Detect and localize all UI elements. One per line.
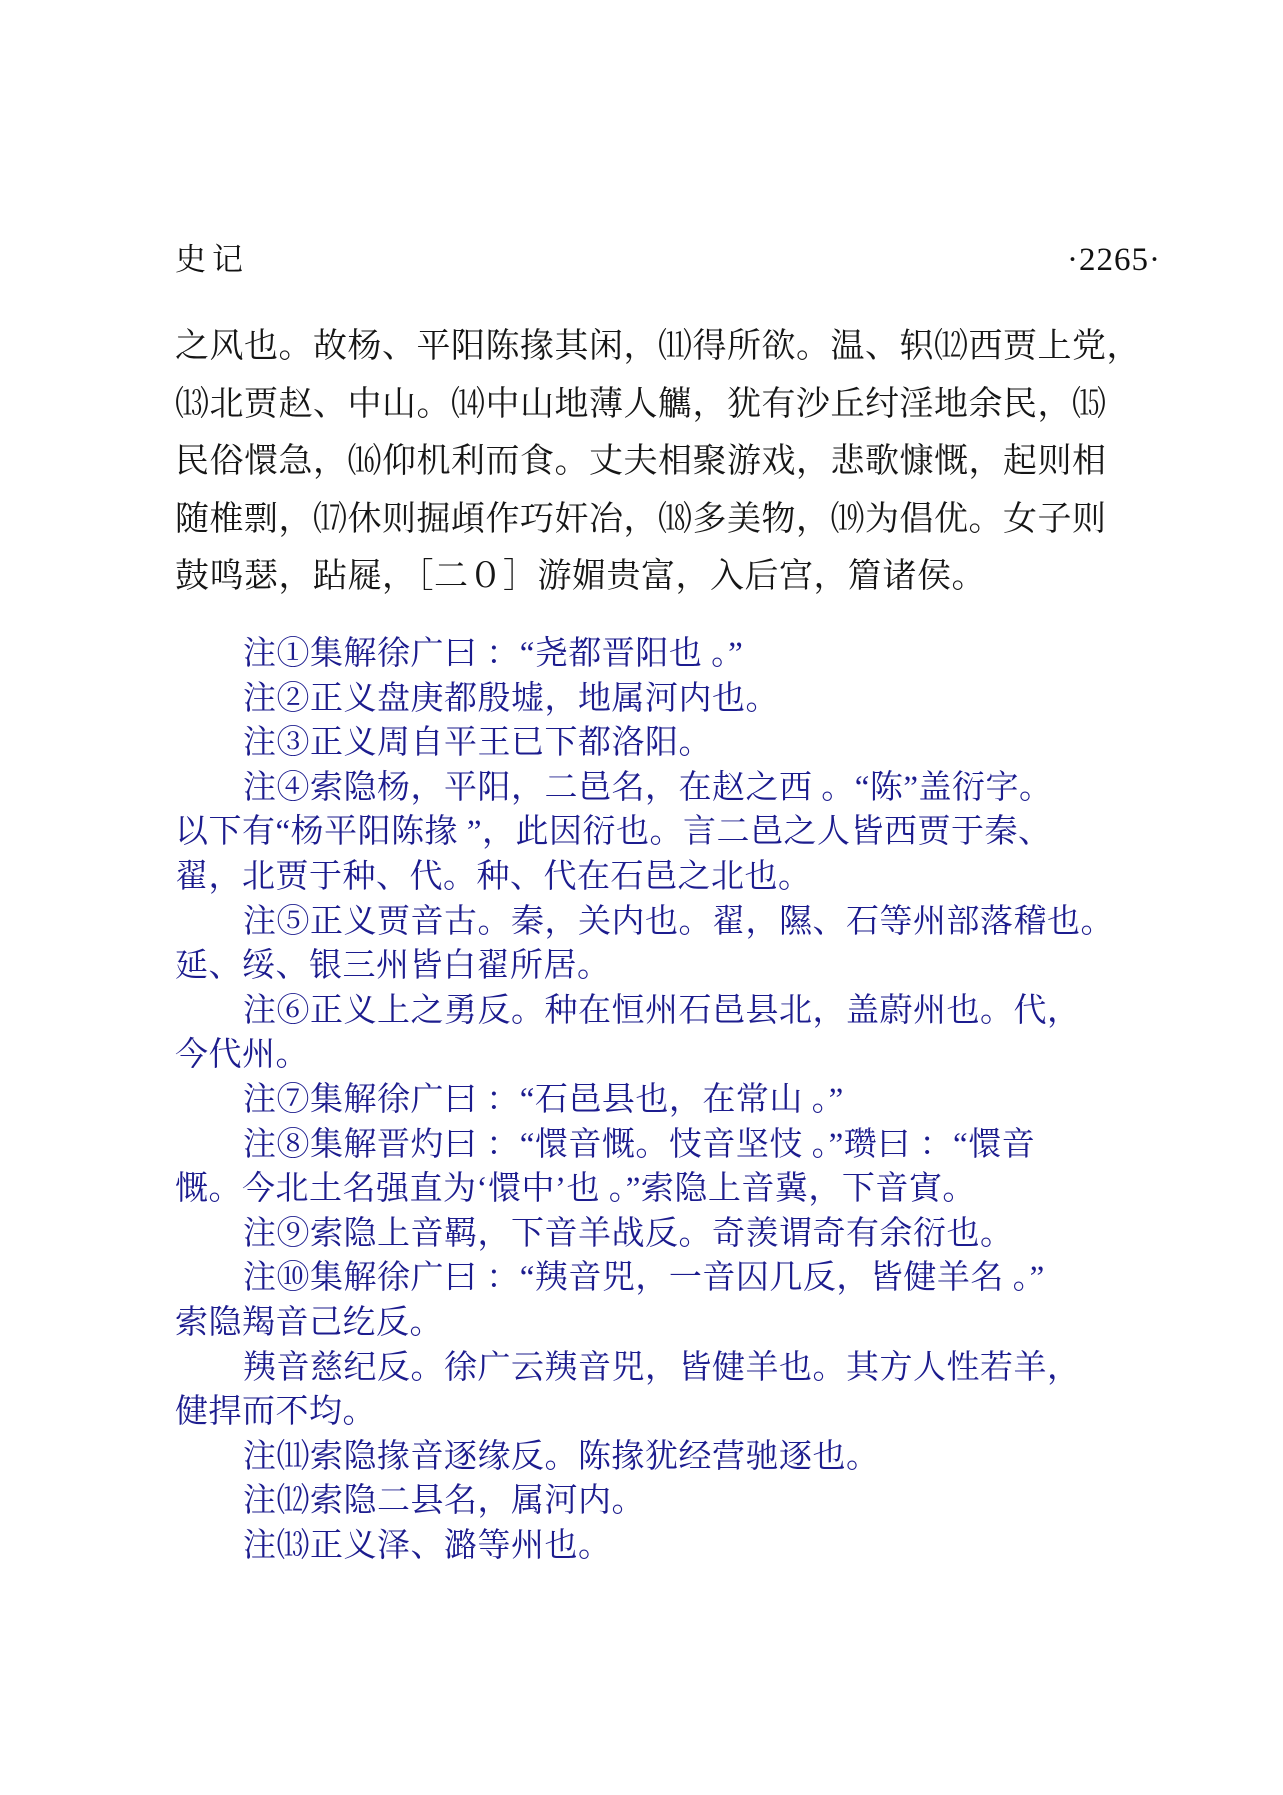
note-line: 慨。今北土名强直为‘懁中’也 。”索隐上音冀，下音寊。 <box>175 1171 976 1208</box>
note-line: 今代州。 <box>175 1037 309 1074</box>
note-line: 羠音慈纪反。徐广云羠音兕，皆健羊也。其方人性若羊， <box>243 1349 1081 1386</box>
body-line: 民俗懁急，⒃仰机利而食。丈夫相聚游戏，悲歌慷慨，起则相 <box>175 443 1107 480</box>
body-line: 之风也。故杨、平阳陈掾其闲，⑾得所欲。温、轵⑿西贾上党， <box>175 328 1141 365</box>
note-line: 注⑥正义上之勇反。种在恒州石邑县北，盖蔚州也。代， <box>243 992 1081 1029</box>
body-line: 随椎剽，⒄休则掘頉作巧奸冶，⒅多美物，⒆为倡优。女子则 <box>175 500 1107 538</box>
book-title: 史记 <box>175 242 249 277</box>
note-line: 健捍而不均。 <box>175 1394 376 1431</box>
note-line: 翟，北贾于种、代。种、代在石邑之北也。 <box>175 858 812 895</box>
note-line: 注②正义盘庚都殷墟，地属河内也。 <box>243 680 779 717</box>
note-line: 延、绥、银三州皆白翟所居。 <box>175 948 611 985</box>
annotations-block <box>175 632 1115 1568</box>
note-line: 以下有“杨平阳陈掾 ”，此因衍也。言二邑之人皆西贾于秦、 <box>175 814 1052 851</box>
note-line: 注④索隐杨，平阳，二邑名，在赵之西 。“陈”盖衍字。 <box>243 769 1053 806</box>
note-line: 注⑩集解徐广曰 ：“羠音兕，一音囚几反，皆健羊名 。” <box>243 1260 1045 1297</box>
body-line: 鼓鸣瑟，跕屣，［二０］游媚贵富，入后宫，篃诸侯。 <box>175 558 986 595</box>
body-line: ⒀北贾赵、中山。⒁中山地薄人觽，犹有沙丘纣淫地余民，⒂ <box>175 385 1107 423</box>
note-line: 注⑨索隐上音羁，下音羊战反。奇羡谓奇有余衍也。 <box>243 1215 1014 1252</box>
note-line: 注⑾索隐掾音逐缘反。陈掾犹经营驰逐也。 <box>243 1438 880 1475</box>
main-text-block <box>175 318 1141 606</box>
note-line: 注⑿索隐二县名，属河内。 <box>243 1483 645 1520</box>
page-number: ·2265· <box>1067 242 1161 278</box>
note-line: 注①集解徐广曰 ：“尧都晋阳也 。” <box>243 636 744 672</box>
note-line: 索隐羯音己纥反。 <box>175 1304 443 1341</box>
page-header <box>175 234 1161 279</box>
note-line: 注⒀正义泽、潞等州也。 <box>243 1527 612 1564</box>
note-line: 注⑧集解晋灼曰 ：“懁音慨。忮音坚忮 。”瓒曰 ：“懁音 <box>243 1126 1036 1163</box>
note-line: 注⑦集解徐广曰 ：“石邑县也，在常山 。” <box>243 1081 844 1118</box>
note-line: 注③正义周自平王已下都洛阳。 <box>243 725 712 762</box>
note-line: 注⑤正义贾音古。秦，关内也。翟，隰、石等州部落稽也。 <box>243 903 1114 940</box>
